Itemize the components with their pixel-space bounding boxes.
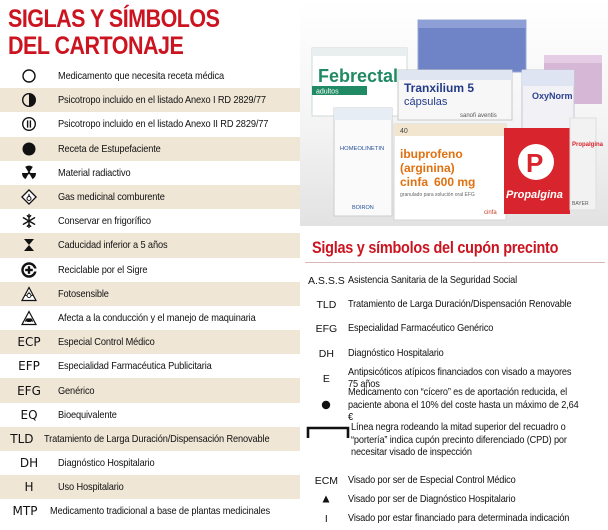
- cartonaje-section: [0, 0, 300, 530]
- row-code: EFP: [18, 359, 40, 374]
- row-label: Genérico: [58, 384, 95, 397]
- car-warning-triangle-icon: [21, 310, 37, 326]
- list-item: [305, 387, 608, 424]
- list-item: [0, 451, 300, 475]
- list-item: [305, 347, 608, 361]
- boiron-text: BOIRON: [352, 205, 374, 211]
- row-label: Diagnóstico Hospitalario: [347, 347, 444, 359]
- list-item: [0, 112, 300, 136]
- row-label: Psicotropo incluido en el listado Anexo II RD 2829/77: [58, 118, 269, 131]
- list-item: [0, 378, 300, 402]
- half-filled-circle-icon: [21, 92, 37, 108]
- tranxilium-line1: Tranxilium 5: [404, 81, 475, 95]
- row-label: Material radiactivo: [58, 166, 131, 179]
- propalgina-side-text: Propalgina: [572, 142, 604, 148]
- row-code: TLD: [10, 431, 34, 446]
- row-label: Especialidad Farmacéutico Genérico: [347, 322, 494, 334]
- list-item: [305, 274, 608, 288]
- row-label: Especialidad Farmacéutica Publicitaria: [58, 360, 212, 373]
- row-label: Receta de Estupefaciente: [58, 142, 161, 155]
- row-label: Visado por estar financiado para determinada indicación: [347, 512, 570, 524]
- photosensitive-triangle-icon: [21, 286, 37, 302]
- row-code: DH: [318, 348, 334, 360]
- row-label: Medicamento con “cícero” es de aportación reducida, el paciente abona el 10% del coste hasta un máximo de 2,64 €: [347, 387, 579, 424]
- propalgina-logo: P: [526, 148, 544, 178]
- homeolinetin-text: HOMEOLINETIN: [340, 146, 385, 152]
- ibuprofeno-brand: cinfa: [484, 210, 497, 216]
- row-label: Tratamiento de Larga Duración/Dispensación Renovable: [43, 432, 270, 445]
- list-item: [305, 366, 608, 390]
- row-label: Caducidad inferior a 5 años: [58, 239, 168, 252]
- list-item: [0, 427, 300, 451]
- list-item: [305, 298, 608, 312]
- row-label: Medicamento que necesita receta médica: [58, 70, 225, 83]
- row-code: ECM: [314, 475, 339, 487]
- row-label: Tratamiento de Larga Duración/Dispensación Renovable: [347, 298, 572, 310]
- snowflake-icon: [21, 213, 37, 229]
- list-item: [0, 88, 300, 112]
- row-label: Medicamento tradicional a base de plantas medicinales: [49, 505, 270, 518]
- row-code: A.S.S.S: [307, 275, 345, 287]
- row-code: ECP: [17, 335, 41, 350]
- sigre-recycle-icon: [21, 262, 37, 278]
- circle-ii-icon: [21, 116, 37, 132]
- row-label: Uso Hospitalario: [58, 481, 124, 494]
- radiation-icon: [21, 165, 37, 181]
- medicine-boxes-illustration: [300, 0, 608, 226]
- list-item: [0, 209, 300, 233]
- list-item: [305, 422, 608, 462]
- list-item: [0, 499, 300, 523]
- box-homeolinetin: [334, 108, 392, 216]
- filled-dot-icon: [321, 400, 331, 410]
- row-label: Visado por ser de Especial Control Médico: [347, 474, 516, 486]
- list-item: [0, 258, 300, 282]
- list-item: [0, 475, 300, 499]
- propalgina-text: Propalgina: [506, 189, 563, 201]
- ibuprofeno-number: 40: [400, 128, 408, 135]
- porteria-bracket-icon: [305, 426, 351, 438]
- list-item: [305, 474, 608, 488]
- filled-circle-icon: [21, 141, 37, 157]
- list-item: [0, 233, 300, 257]
- row-code: MTP: [12, 504, 38, 519]
- row-code: H: [24, 480, 34, 495]
- list-item: [305, 493, 608, 507]
- row-code: EFG: [315, 323, 338, 335]
- cartonaje-title-line1: SIGLAS Y SÍMBOLOS: [8, 5, 220, 33]
- row-label: Bioequivalente: [58, 408, 117, 421]
- row-code: DH: [19, 456, 39, 471]
- hourglass-icon: [21, 237, 37, 253]
- circle-icon: [21, 68, 37, 84]
- cartonaje-list: [0, 64, 300, 524]
- list-item: [0, 137, 300, 161]
- list-item: [0, 403, 300, 427]
- row-label: Visado por ser de Diagnóstico Hospitalario: [347, 493, 516, 505]
- list-item: [0, 64, 300, 88]
- up-triangle-icon: [322, 495, 330, 503]
- febrectal-text: Febrectal: [318, 66, 399, 86]
- list-item: [0, 354, 300, 378]
- medicine-boxes-photo: [300, 0, 608, 226]
- ibuprofeno-line2: (arginina): [400, 161, 455, 175]
- oxynorm-text: OxyNorm: [532, 91, 573, 101]
- bayer-text: BAYER: [572, 201, 589, 207]
- cartonaje-title-line2: DEL CARTONAJE: [8, 32, 184, 60]
- row-label: Conservar en frigorífico: [58, 215, 151, 228]
- row-label: Afecta a la conducción y el manejo de maquinaria: [58, 311, 256, 324]
- cupon-precinto-title: Siglas y símbolos del cupón precinto: [312, 238, 559, 257]
- row-label: Línea negra rodeando la mitad superior del recuadro o “portería” indica cupón precinto diferenciado (CPD) por necesitar visado de inspección: [351, 422, 567, 458]
- row-code: EQ: [20, 407, 38, 422]
- list-item: [0, 161, 300, 185]
- ibuprofeno-line1: ibuprofeno: [400, 147, 463, 161]
- row-label: Gas medicinal comburente: [58, 191, 165, 204]
- row-label: Antipsicóticos atípicos financiados con visado a mayores 75 años: [347, 366, 572, 390]
- row-label: Especial Control Médico: [58, 336, 155, 349]
- row-code: I: [324, 513, 328, 525]
- row-label: Diagnóstico Hospitalario: [58, 457, 155, 470]
- list-item: [0, 282, 300, 306]
- list-item: [305, 512, 608, 526]
- row-label: Psicotropo incluido en el listado Anexo I RD 2829/77: [58, 94, 266, 107]
- title-divider: [305, 262, 605, 263]
- febrectal-sub-text: adultos: [316, 88, 339, 96]
- row-label: Fotosensible: [58, 287, 109, 300]
- tranxilium-brand: sanofi aventis: [460, 113, 497, 119]
- ibuprofeno-line4: 600 mg: [434, 175, 476, 189]
- list-item: [0, 185, 300, 209]
- oxidizer-diamond-icon: [21, 189, 37, 205]
- list-item: [305, 322, 608, 336]
- tranxilium-line2: cápsulas: [404, 96, 448, 108]
- ibuprofeno-line3: cinfa: [400, 175, 429, 189]
- ibuprofeno-line5: granulado para solución oral EFG: [400, 192, 475, 198]
- row-code: E: [322, 373, 330, 385]
- row-label: Reciclable por el Sigre: [58, 263, 148, 276]
- row-code: TLD: [316, 299, 337, 311]
- list-item: [0, 330, 300, 354]
- list-item: [0, 306, 300, 330]
- cartonaje-title: [8, 6, 249, 60]
- row-label: Asistencia Sanitaria de la Seguridad Social: [347, 274, 517, 286]
- row-code: EFG: [17, 383, 41, 398]
